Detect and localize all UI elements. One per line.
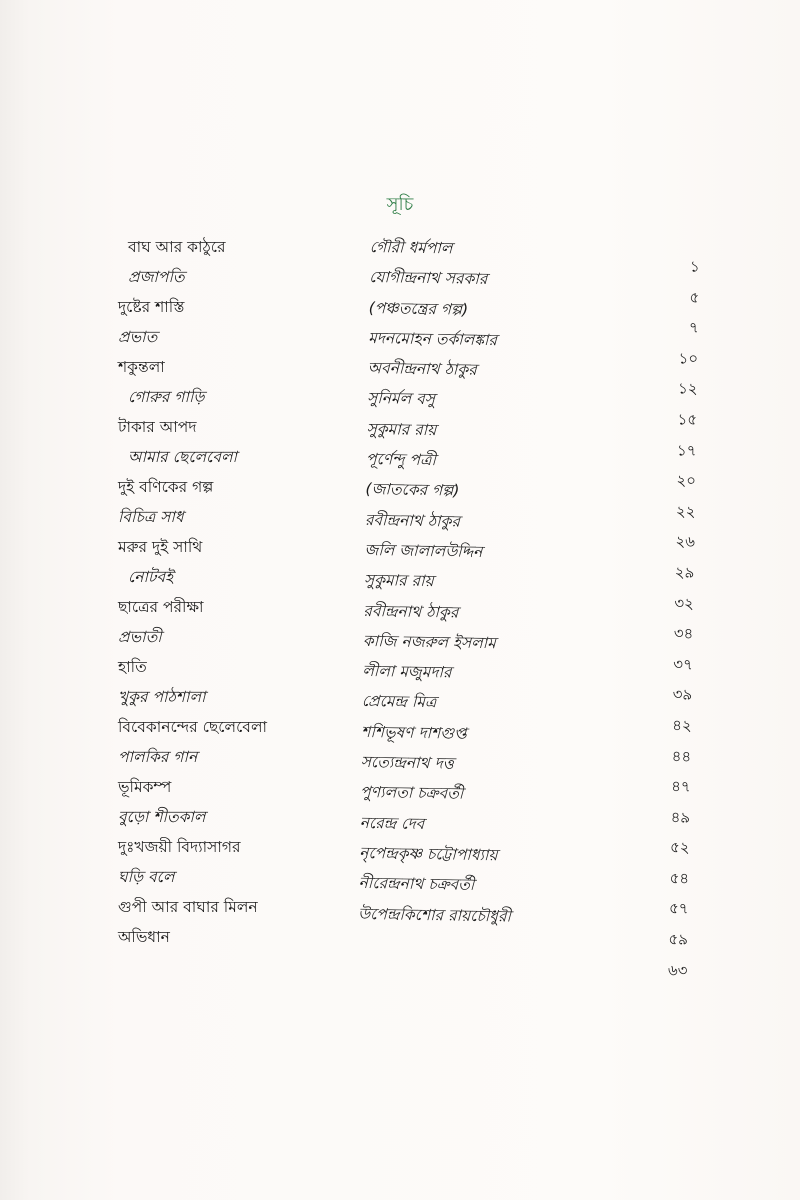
toc-page-number: ৬৩ bbox=[667, 960, 688, 980]
toc-title: বিবেকানন্দের ছেলেবেলা bbox=[118, 718, 267, 736]
toc-author: রবীন্দ্রনাথ ঠাকুর bbox=[363, 601, 459, 622]
toc-title: খুকুর পাঠশালা bbox=[118, 688, 206, 706]
toc-author: পুণ্যলতা চক্রবর্তী bbox=[360, 783, 464, 804]
toc-title: ছাত্রের পরীক্ষা bbox=[118, 598, 204, 616]
toc-title: বুড়ো শীতকাল bbox=[118, 808, 206, 826]
toc-title: আমার ছেলেবেলা bbox=[128, 448, 237, 466]
toc-author: শশিভূষণ দাশগুপ্ত bbox=[361, 722, 467, 743]
toc-title: দুঃখজয়ী বিদ্যাসাগর bbox=[118, 838, 241, 856]
toc-title: টাকার আপদ bbox=[118, 418, 197, 436]
toc-title: প্রভাত bbox=[118, 328, 158, 346]
toc-title: ভূমিকম্প bbox=[118, 778, 172, 796]
titles-column bbox=[118, 232, 267, 952]
toc-title: পালকির গান bbox=[118, 748, 198, 766]
toc-author: কাজি নজরুল ইসলাম bbox=[362, 631, 497, 653]
toc-page-number: ৪৭ bbox=[671, 777, 691, 796]
toc-page-number: ২২ bbox=[675, 502, 696, 521]
toc-title: নোটবই bbox=[128, 568, 174, 586]
toc-title: মরুর দুই সাথি bbox=[118, 538, 203, 556]
toc-author: নীরেন্দ্রনাথ চক্রবর্তী bbox=[358, 874, 475, 895]
toc-title: হাতি bbox=[118, 658, 147, 676]
toc-author: সত্যেন্দ্রনাথ দত্ত bbox=[360, 752, 454, 773]
toc-title: গুপী আর বাঘার মিলন bbox=[118, 898, 258, 916]
toc-page-number: ৩৯ bbox=[672, 685, 693, 704]
toc-author: জলি জালালউদ্দিন bbox=[364, 540, 483, 561]
toc-title: গোরুর গাড়ি bbox=[128, 388, 205, 406]
toc-title: প্রজাপতি bbox=[128, 268, 185, 286]
toc-page-number: ৩২ bbox=[674, 593, 695, 613]
toc-author: (জাতকের গল্প) bbox=[365, 480, 460, 500]
toc-page-number: ১০ bbox=[678, 349, 699, 368]
toc-title: বিচিত্র সাধ bbox=[118, 508, 184, 526]
toc-title: অভিধান bbox=[118, 928, 170, 946]
toc-author: অবনীন্দ্রনাথ ঠাকুর bbox=[367, 359, 477, 380]
toc-page-number: ৩৪ bbox=[673, 624, 694, 643]
toc-page-number: ১২ bbox=[677, 379, 698, 399]
toc-author: (পঞ্চতন্ত্রের গল্প) bbox=[368, 298, 469, 319]
toc-title: দুষ্টের শাস্তি bbox=[118, 298, 185, 316]
toc-author: যোগীন্দ্রনাথ সরকার bbox=[369, 268, 488, 289]
toc-page-number: ১৫ bbox=[677, 410, 698, 429]
toc-title: বাঘ আর কাঠুরে bbox=[128, 238, 226, 256]
toc-page-number: ৫৪ bbox=[669, 869, 690, 888]
toc-title: দুই বণিকের গল্প bbox=[118, 478, 214, 496]
toc-page-number: ১ bbox=[689, 257, 700, 276]
page-numbers-column bbox=[647, 251, 700, 986]
toc-page-number: ৫ bbox=[689, 288, 700, 307]
toc-author: নরেন্দ্র দেব bbox=[359, 813, 425, 833]
toc-author: সুকুমার রায় bbox=[363, 571, 434, 591]
toc-author: উপেন্দ্রকিশোর রায়চৌধুরী bbox=[357, 904, 512, 926]
authors-column bbox=[358, 232, 523, 931]
toc-title: প্রভাতী bbox=[118, 628, 162, 646]
toc-page-number: ৫৭ bbox=[668, 899, 689, 919]
toc-page-number: ২৯ bbox=[674, 563, 695, 582]
toc-page-number: ২০ bbox=[676, 471, 697, 490]
toc-title: ঘড়ি বলে bbox=[118, 868, 175, 886]
toc-author: সুনির্মল বসু bbox=[366, 389, 436, 409]
toc-page-number: ৫৯ bbox=[668, 930, 689, 949]
toc-author: রবীন্দ্রনাথ ঠাকুর bbox=[364, 510, 461, 531]
toc-author: গৌরী ধর্মপাল bbox=[369, 237, 453, 258]
toc-page-number: ৫২ bbox=[669, 838, 690, 857]
toc-author: পূর্ণেন্দু পত্রী bbox=[365, 450, 437, 470]
toc-page-number: ৭ bbox=[688, 318, 699, 337]
toc-author: সুকুমার রায় bbox=[366, 419, 437, 439]
toc-page-number: ১৭ bbox=[676, 440, 697, 460]
toc-page-number: ৪৪ bbox=[671, 746, 692, 766]
toc-author: প্রেমেন্দ্র মিত্র bbox=[361, 692, 437, 712]
toc-page-number: ৪২ bbox=[672, 716, 692, 735]
toc-author: মদনমোহন তর্কালঙ্কার bbox=[367, 328, 498, 350]
toc-page-number: ২৬ bbox=[675, 532, 696, 551]
toc-page-number: ৩৭ bbox=[673, 655, 693, 674]
toc-author: লীলা মজুমদার bbox=[362, 662, 452, 682]
toc-page-number: ৪৯ bbox=[670, 807, 691, 827]
page-title: সূচি bbox=[386, 194, 414, 215]
toc-author: নৃপেন্দ্রকৃষ্ণ চট্টোপাধ্যায় bbox=[359, 843, 498, 865]
toc-title: শকুন্তলা bbox=[118, 358, 165, 376]
